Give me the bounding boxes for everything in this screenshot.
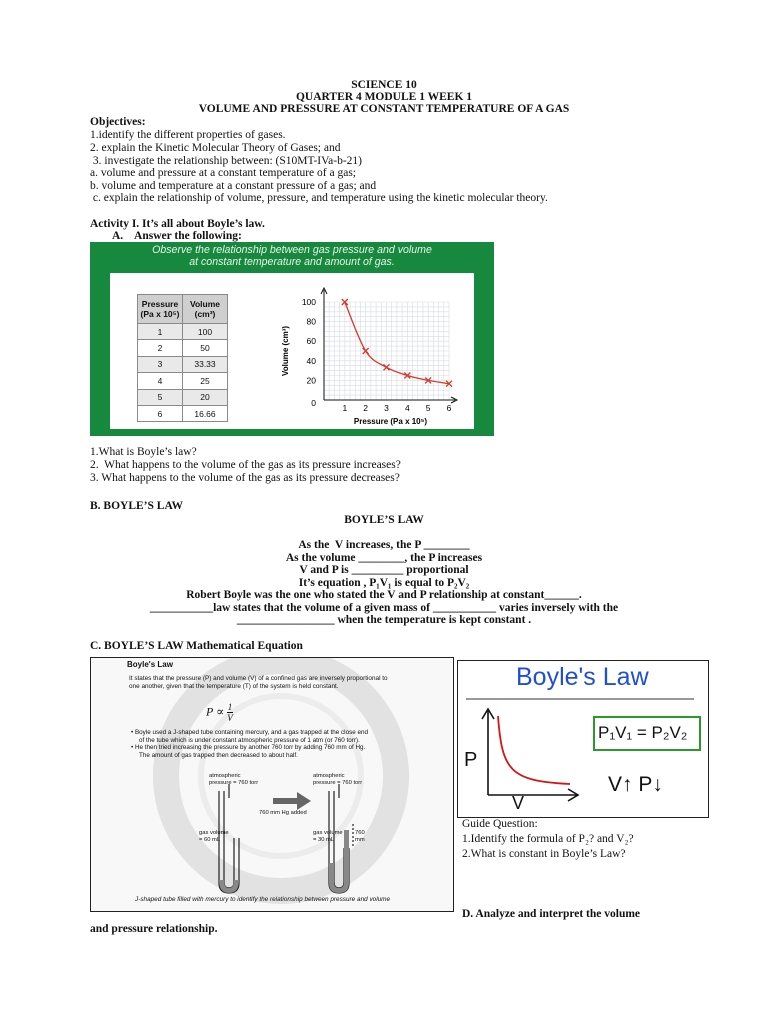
- fill-blank-line: V and P is _________ proportional: [299, 564, 469, 576]
- label-line: gas volume: [313, 830, 343, 836]
- box-title: Boyle's Law: [127, 660, 173, 669]
- label-line: = 60 mL: [199, 837, 221, 843]
- box-intro-line: It states that the pressure (P) and volume (V) of a confined gas are inversely proportional to: [129, 675, 388, 682]
- y-tick-label: 60: [306, 336, 316, 347]
- summary-formula: P₁V₁ = P₂V₂: [598, 723, 688, 742]
- y-axis-label: Volume (cm³): [281, 325, 290, 377]
- table-cell: 5: [138, 389, 183, 405]
- panel-content: [110, 273, 474, 429]
- boyle-law-explanation-figure: [90, 657, 454, 912]
- fraction-denominator: V: [227, 713, 233, 723]
- header-unit: (cm³): [194, 309, 216, 319]
- y-tick-label: 80: [306, 316, 316, 327]
- y-tick-label: 20: [306, 375, 316, 386]
- panel-caption-line: Observe the relationship between gas pressure and volume: [152, 244, 432, 256]
- x-axis-label: Pressure (Pa x 10⁵): [353, 417, 428, 426]
- label-line: gas volume: [199, 830, 229, 836]
- header-text: Pressure: [141, 299, 179, 309]
- objectives-heading: Objectives:: [90, 116, 146, 128]
- fill-blank-line: ___________law states that the volume of a given mass of ___________ varies inversely with the: [149, 602, 619, 614]
- y-tick-label: 100: [301, 297, 316, 307]
- activity-title: Activity I. It’s all about Boyle’s law.: [90, 218, 265, 230]
- label-line: atmospheric: [313, 773, 345, 779]
- bullet-item: • He then tried increasing the pressure by another 760 torr by adding 760 mm of Hg.: [131, 744, 366, 752]
- label-line: 760: [355, 830, 365, 836]
- bullet-text: of the tube which is under constant atmospheric pressure of 1 atm (or 760 torr).: [139, 736, 360, 744]
- objective-item: 1.identify the different properties of gases.: [90, 129, 286, 141]
- table-cell: 100: [183, 324, 228, 340]
- bullet-text: The amount of gas trapped then decreased to about half.: [139, 751, 298, 759]
- fill-blank-line: _________________ when the temperature is kept constant .: [236, 614, 532, 626]
- activity-question: 2. What happens to the volume of the gas as its pressure increases?: [90, 459, 401, 471]
- objective-item: 2. explain the Kinetic Molecular Theory of Gases; and: [90, 142, 341, 154]
- activity-question: 3. What happens to the volume of the gas as its pressure decreases?: [90, 472, 400, 484]
- pressure-volume-chart: [110, 273, 474, 429]
- activity-question: 1.What is Boyle’s law?: [90, 446, 197, 458]
- objective-item: a. volume and pressure at a constant temperature of a gas;: [90, 167, 356, 179]
- table-cell: 6: [138, 405, 183, 421]
- table-cell: 1: [138, 324, 183, 340]
- activity-subtitle: A. Answer the following:: [112, 230, 242, 242]
- objective-item: c. explain the relationship of volume, pressure, and temperature using the kinetic molecular theory.: [90, 192, 548, 204]
- section-c-heading: C. BOYLE’S LAW Mathematical Equation: [90, 640, 303, 652]
- boyle-observation-panel: [90, 242, 494, 436]
- panel-caption-line: at constant temperature and amount of gas.: [189, 256, 395, 268]
- fill-blank-line: As the V increases, the P ________: [298, 539, 470, 551]
- table-cell: 3: [138, 356, 183, 372]
- bullet-item: • Boyle used a J-shaped tube containing mercury, and a gas trapped at the close end: [131, 729, 368, 736]
- x-tick-label: 3: [384, 403, 389, 413]
- x-tick-label: 1: [342, 403, 348, 413]
- x-tick-label: 6: [446, 403, 452, 413]
- formula-text: P ∝: [206, 704, 225, 719]
- section-b-title: BOYLE’S LAW: [344, 514, 424, 526]
- header-text: Volume: [189, 299, 221, 309]
- mercury-added-label: 760 mm Hg added: [259, 810, 307, 816]
- j-tube-diagram: [91, 658, 453, 911]
- boyle-law-summary-figure: [457, 660, 709, 818]
- guide-question-heading: Guide Question:: [462, 818, 538, 830]
- axis-v-label: V: [512, 793, 525, 813]
- header-unit: (Pa x 10⁵): [140, 309, 180, 319]
- objective-item: 3. investigate the relationship between: (S10MT-IVa-b-21): [90, 155, 362, 167]
- table-cell: 25: [183, 373, 228, 389]
- doc-title: SCIENCE 10: [351, 79, 417, 91]
- y-tick-label: 0: [311, 398, 316, 408]
- y-tick-label: 40: [306, 355, 316, 366]
- x-tick-label: 4: [404, 403, 410, 413]
- figure-caption: J-shaped tube filled with mercury to identify the relationship between pressure and volume: [135, 896, 391, 903]
- label-line: pressure = 760 torr: [313, 780, 363, 786]
- doc-topic: VOLUME AND PRESSURE AT CONSTANT TEMPERATURE OF A GAS: [198, 103, 570, 115]
- summary-title: Boyle's Law: [516, 663, 649, 691]
- fill-blank-line: Robert Boyle was the one who stated the V and P relationship at constant______.: [186, 589, 582, 601]
- fraction-numerator: 1: [227, 702, 233, 712]
- table-cell: 50: [183, 340, 228, 356]
- inverse-relationship: V↑ P↓: [608, 773, 663, 796]
- panel-caption: [90, 244, 494, 268]
- fill-blank-line: It’s equation , P₁V₁ is equal to P₂V₂: [298, 577, 470, 589]
- label-line: atmospheric: [209, 773, 241, 779]
- section-d-heading-cont: and pressure relationship.: [90, 923, 218, 935]
- table-cell: 33.33: [183, 356, 228, 372]
- label-line: pressure = 760 torr: [209, 780, 259, 786]
- bullet-text: He then tried increasing the pressure by another 760 torr by adding 760 mm of Hg.: [134, 744, 366, 752]
- table-cell: 4: [138, 373, 183, 389]
- bullet-text: Boyle used a J-shaped tube containing mercury, and a gas trapped at the close end: [134, 729, 368, 736]
- label-line: = 30 mL: [313, 837, 335, 843]
- guide-question: 2.What is constant in Boyle’s Law?: [462, 848, 626, 860]
- fill-blank-line: As the volume ________, the P increases: [285, 552, 483, 564]
- guide-question: 1.Identify the formula of P₂? and V₂?: [462, 833, 634, 845]
- box-intro-line: one another, given that the temperature (T) of the system is held constant.: [129, 683, 339, 690]
- section-d-heading: D. Analyze and interpret the volume: [462, 908, 641, 920]
- section-b-heading: B. BOYLE’S LAW: [90, 500, 183, 512]
- table-cell: 16.66: [183, 405, 228, 421]
- objective-item: b. volume and temperature at a constant pressure of a gas; and: [90, 180, 377, 192]
- table-cell: 20: [183, 389, 228, 405]
- table-cell: 2: [138, 340, 183, 356]
- x-tick-label: 5: [425, 403, 431, 413]
- label-line: mm: [355, 837, 365, 843]
- doc-subtitle: QUARTER 4 MODULE 1 WEEK 1: [295, 91, 473, 103]
- axis-p-label: P: [464, 749, 478, 771]
- x-tick-label: 2: [363, 403, 369, 413]
